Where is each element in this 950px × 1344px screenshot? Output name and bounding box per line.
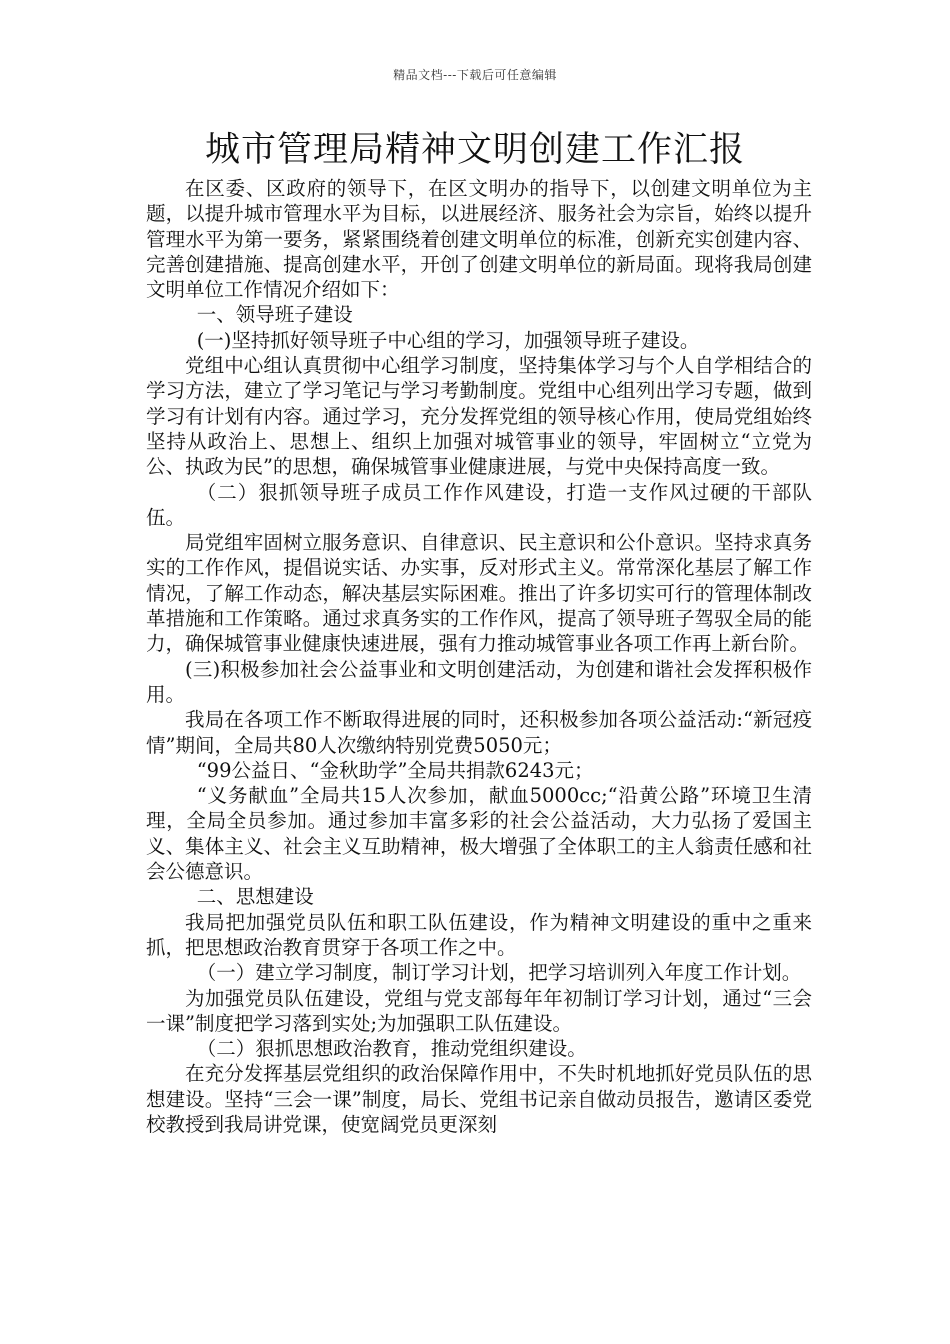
paragraph: 党组中心组认真贯彻中心组学习制度，坚持集体学习与个人自学相结合的学习方法，建立了学习笔记与学习考勤制度。党组中心组列出学习专题，做到学习有计划有内容。通过学习，充分发挥党组的领导核心作用，使局党组始终坚持从政治上、思想上、组织上加强对城管事业的领导，牢固树立“立党为公、执政为民”的思想，确保城管事业健康进展，与党中央保持高度一致。: [146, 354, 812, 479]
paragraph: 我局在各项工作不断取得进展的同时，还积极参加各项公益活动:“新冠疫情”期间，全局共80人次缴纳特别党费5050元；: [146, 708, 812, 757]
section-heading: 一、领导班子建设: [196, 303, 353, 327]
section-heading: 二、思想建设: [196, 885, 314, 909]
subsection-heading: (一)坚持抓好领导班子中心组的学习，加强领导班子建设。: [196, 328, 700, 352]
document-title: 城市管理局精神文明创建工作汇报: [204, 130, 745, 170]
subsection-heading: （二）狠抓领导班子成员工作作风建设，打造一支作风过硬的干部队伍。: [146, 480, 812, 529]
subsection-heading: (三)积极参加社会公益事业和文明创建活动，为创建和谐社会发挥积极作用。: [146, 657, 812, 706]
paragraph: 为加强党员队伍建设，党组与党支部每年年初制订学习计划，通过“三会一课”制度把学习落到实处;为加强职工队伍建设。: [146, 986, 812, 1035]
paragraph: 在区委、区政府的领导下，在区文明办的指导下，以创建文明单位为主题，以提升城市管理水平为目标，以进展经济、服务社会为宗旨，始终以提升管理水平为第一要务，紧紧围绕着创建文明单位的标准，创新充实创建内容、完善创建措施、提高创建水平，开创了创建文明单位的新局面。现将我局创建文明单位工作情况介绍如下：: [146, 177, 812, 302]
subsection-heading: （一）建立学习制度，制订学习计划，把学习培训列入年度工作计划。: [196, 961, 802, 985]
paragraph: “义务献血”全局共15人次参加，献血5000cc;“沿黄公路”环境卫生清理，全局全员参加。通过参加丰富多彩的社会公益活动，大力弘扬了爱国主义、集体主义、社会主义互助精神，极大增强了全体职工的主人翁责任感和社会公德意识。: [146, 784, 812, 884]
paragraph: 局党组牢固树立服务意识、自律意识、民主意识和公仆意识。坚持求真务实的工作作风，提倡说实话、办实事，反对形式主义。常常深化基层了解工作情况，了解工作动态，解决基层实际困难。推出了许多切实可行的管理体制改革措施和工作策略。通过求真务实的工作作风，提高了领导班子驾驭全局的能力，确保城管事业健康快速进展，强有力推动城管事业各项工作再上新台阶。: [146, 531, 812, 656]
paragraph: 我局把加强党员队伍和职工队伍建设，作为精神文明建设的重中之重来抓，把思想政治教育贯穿于各项工作之中。: [146, 910, 812, 959]
paragraph: 在充分发挥基层党组织的政治保障作用中，不失时机地抓好党员队伍的思想建设。坚持“三会一课”制度，局长、党组书记亲自做动员报告，邀请区委党校教授到我局讲党课，使宽阔党员更深刻: [146, 1062, 812, 1136]
paragraph: “99公益日、“金秋助学”全局共捐款6243元；: [196, 758, 594, 782]
document-body: [146, 176, 812, 1137]
subsection-heading: （二）狠抓思想政治教育，推动党组织建设。: [196, 1037, 587, 1061]
header-note: 精品文档---下载后可任意编辑: [393, 68, 557, 82]
